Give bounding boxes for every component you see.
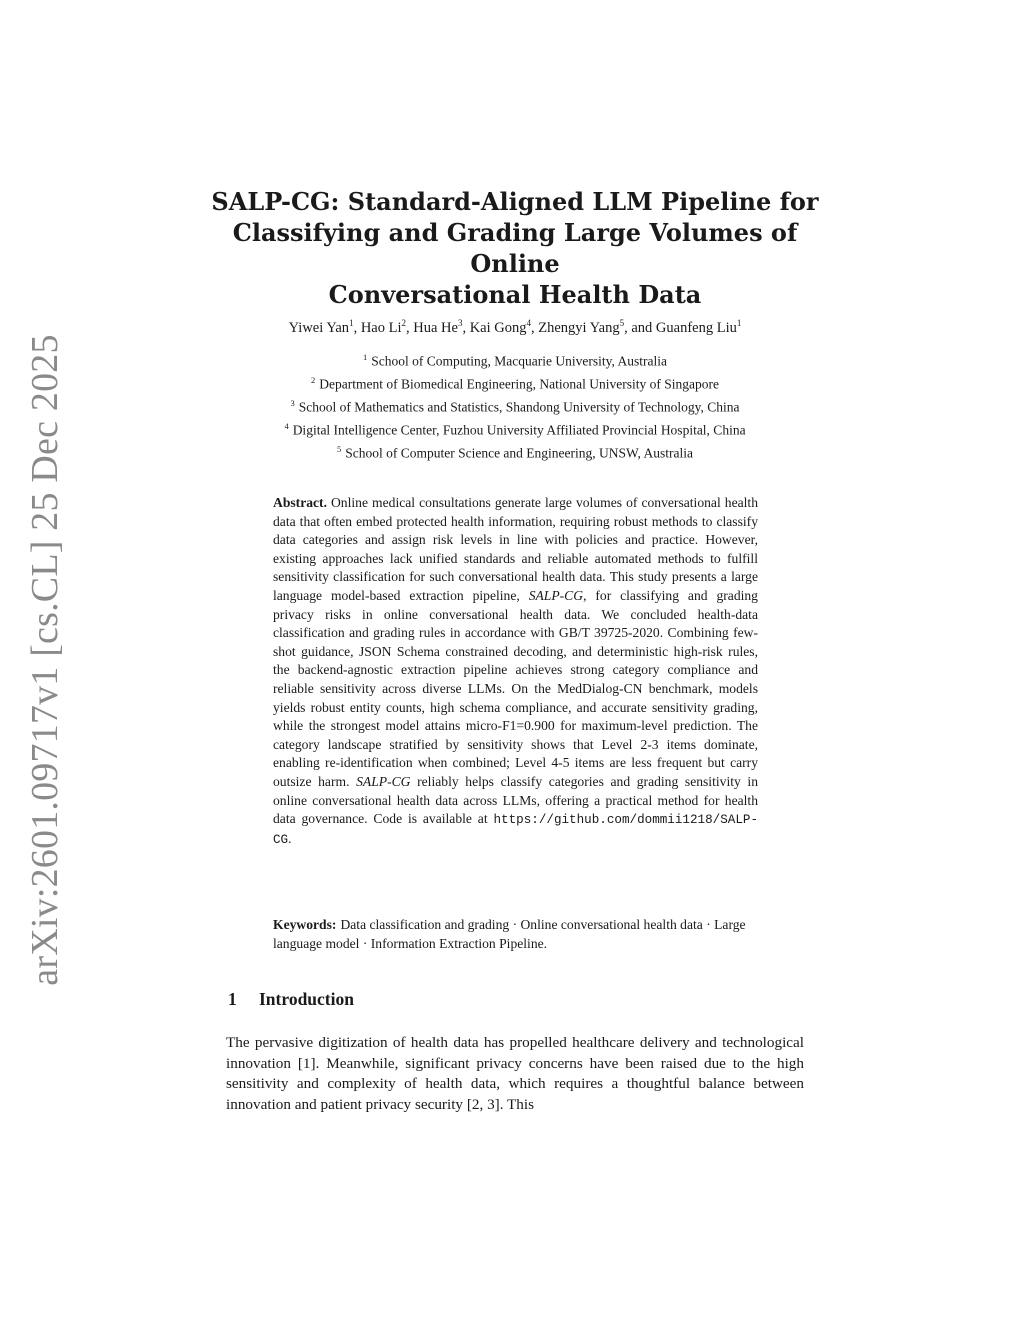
- author-name: Yiwei Yan: [288, 319, 350, 336]
- affiliation-number: 2: [311, 375, 316, 385]
- affiliation-number: 5: [336, 444, 342, 454]
- author-separator: ,: [462, 319, 470, 336]
- abstract-label: Abstract.: [273, 495, 327, 510]
- author-affiliation-marker: 4: [526, 318, 531, 328]
- body-paragraph: The pervasive digitization of health data has propelled healthcare delivery and technological innovation [1]. Meanwhile, significant privacy concerns have been raised due to the high sensitivity and complexity of health data, which requires a thoughtful balance between innovation and patient privacy security [2, 3]. This: [226, 1034, 804, 1113]
- affiliation-number: 3: [290, 398, 295, 408]
- pipeline-name: SALP-CG: [356, 773, 411, 789]
- affiliation-item: [190, 440, 840, 463]
- paper-title: [190, 186, 840, 310]
- abstract-text: reliably helps classify categories and grading sensitivity in online conversational health data across LLMs, offering a practical method for health data governance. Code is available at: [273, 773, 758, 827]
- introduction-body: [226, 1033, 804, 1115]
- section-title: Introduction: [259, 989, 354, 1009]
- affiliation-item: [190, 348, 840, 371]
- author-affiliation-marker: 5: [619, 318, 625, 328]
- keywords-label: Keywords:: [273, 917, 337, 932]
- affiliation-number: 1: [363, 352, 368, 362]
- abstract-text: , for classifying and grading privacy risks in online conversational health data. We concluded health-data classification and grading rules in accordance with GB/T 39725-2020. Combining few-shot guidance, JSON Schema constrained decoding, and deterministic high-risk rules, the backend-agnostic extraction pipeline achieves strong category compliance and reliable sensitivity across diverse LLMs. On the MedDialog-CN benchmark, models yields robust entity counts, high schema compliance, and accurate sensitivity grading, while the strongest model attains micro-F1=0.900 for maximum-level prediction. The category landscape stratified by sensitivity shows that Level 2-3 items dominate, enabling re-identification when combined; Level 4-5 items are less frequent but carry outsize harm.: [273, 587, 758, 789]
- author-separator: ,: [405, 319, 414, 336]
- pipeline-name: SALP-CG: [528, 587, 584, 603]
- title-line: Classifying and Grading Large Volumes of Online: [232, 218, 798, 278]
- section-number: 1: [228, 989, 237, 1009]
- affiliation-text: School of Mathematics and Statistics, Shandong University of Technology, China: [298, 399, 740, 415]
- code-repository-link[interactable]: https://github.com/dommii1218/SALP-CG: [273, 813, 758, 847]
- abstract-text: Online medical consultations generate large volumes of conversational health data that often embed protected health information, requiring robust methods to classify data categories and assign risk levels in line with policies and practice. However, existing approaches lack unified standards and reliable automated methods to fulfill sensitivity classification for such conversational health data. This study presents a large language model-based extraction pipeline,: [273, 495, 758, 603]
- affiliation-item: [190, 394, 840, 417]
- affiliation-text: School of Computer Science and Engineering, UNSW, Australia: [345, 445, 694, 461]
- affiliation-item: [190, 371, 840, 394]
- author-list: [190, 313, 840, 338]
- abstract-text: .: [288, 830, 292, 846]
- affiliation-item: [190, 417, 840, 440]
- author-separator: , and: [624, 319, 656, 336]
- title-line: SALP-CG: Standard-Aligned LLM Pipeline for: [211, 187, 819, 216]
- author-separator: ,: [530, 319, 539, 336]
- author-name: Hua He: [413, 319, 458, 336]
- arxiv-identifier-stamp: arXiv:2601.09717v1 [cs.CL] 25 Dec 2025: [24, 334, 66, 986]
- affiliation-text: School of Computing, Macquarie University, Australia: [371, 353, 667, 369]
- author-affiliation-marker: 3: [457, 318, 463, 328]
- author-name: Zhengyi Yang: [538, 319, 620, 336]
- author-name: Kai Gong: [469, 319, 527, 336]
- keywords-text: Data classification and grading · Online conversational health data · Large language model · Information Extraction Pipeline.: [273, 917, 746, 951]
- affiliation-text: Digital Intelligence Center, Fuzhou University Affiliated Provincial Hospital, China: [292, 422, 746, 438]
- abstract-block: [273, 494, 758, 849]
- author-affiliation-marker: 1: [736, 318, 742, 328]
- author-separator: ,: [353, 319, 361, 336]
- author-name: Hao Li: [360, 319, 402, 336]
- affiliation-number: 4: [284, 421, 289, 431]
- author-affiliation-marker: 2: [401, 318, 406, 328]
- author-name: Guanfeng Liu: [655, 319, 737, 336]
- abstract-paragraph: [273, 494, 758, 849]
- affiliation-list: [190, 348, 840, 463]
- affiliation-text: Department of Biomedical Engineering, National University of Singapore: [319, 376, 719, 392]
- section-heading: [228, 989, 354, 1010]
- title-line: Conversational Health Data: [328, 280, 702, 309]
- keywords-block: [273, 916, 758, 953]
- author-affiliation-marker: 1: [349, 318, 354, 328]
